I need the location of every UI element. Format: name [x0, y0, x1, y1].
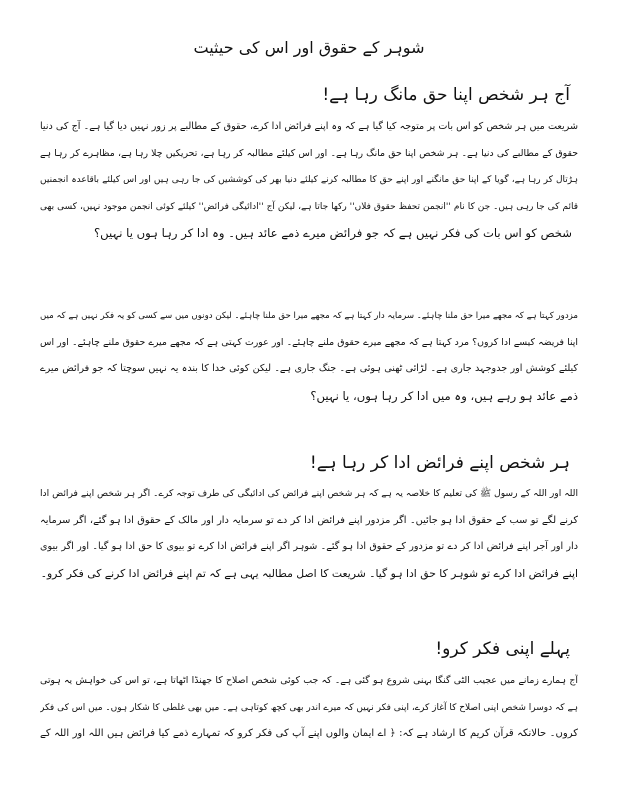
text-line: ذمے عائد ہو رہے ہیں، وہ میں ادا کر رہا ہوں، یا نہیں؟	[310, 388, 578, 403]
text-line: حقوق کے مطالبے کی دنیا ہے۔ ہر شخص اپنا حق مانگ رہا ہے۔ اور اس کیلئے مطالبہ کر رہا ہے، تحریکیں چلا رہا ہے، مظاہرے کر رہا ہے	[40, 147, 578, 159]
text-line: شریعت میں ہر شخص کو اس بات پر متوجہ کیا گیا ہے کہ وہ اپنے فرائض ادا کرے، حقوق کے مطالبے پر زور نہیں دیا گیا ہے۔ آج کی دنیا	[40, 121, 578, 132]
paragraph	[40, 481, 578, 587]
text-line: اللہ اور اللہ کے رسول ﷺ کی تعلیم کا خلاصہ یہ ہے کہ ہر شخص اپنے فرائض کی ادائیگی کی طرف توجہ کرے۔ اگر ہر شخص اپنے فرائض ادا	[40, 488, 578, 499]
section-heading-everyone-demands-rights: آج ہر شخص اپنا حق مانگ رہا ہے!	[322, 85, 570, 105]
text-line: ہے کہ دوسرا شخص اپنی اصلاح کا آغاز کرے، اپنی فکر نہیں کہ میرے اندر بھی کچھ کوتاہی ہے۔ میں بھی غلطی کا شکار ہوں۔ میں اس کی فکر	[40, 702, 578, 713]
text-line: کروں۔ حالانکہ قرآن کریم کا ارشاد ہے کہ: ﴿ اے ایمان والوں اپنے آپ کی فکر کرو کہ تمہارے ذمے کیا فرائض ہیں اللہ اور اللہ کے	[40, 728, 578, 739]
paragraph	[40, 668, 578, 748]
text-line: مزدور کہتا ہے کہ مجھے میرا حق ملنا چاہئے۔ سرمایہ دار کہتا ہے کہ مجھے میرا حق ملنا چاہئے۔ لیکن دونوں میں سے کسی کو یہ فکر نہیں ہے کہ میں	[40, 311, 578, 321]
text-line: اپنا فریضہ کیسے ادا کروں؟ مرد کہتا ہے کہ مجھے میرے حقوق ملنے چاہئے۔ اور عورت کہتی ہے کہ مجھے میرے حقوق ملنے چاہئے۔ اور اس	[40, 336, 578, 348]
paragraph	[40, 114, 578, 247]
text-line: کیلئے کوشش اور جدوجہد جاری ہے۔ لڑائی ٹھنی ہوئی ہے۔ جنگ جاری ہے۔ لیکن کوئی خدا کا بندہ یہ نہیں سوچتا کہ جو فرائض میرے	[40, 363, 578, 374]
text-line: اپنے فرائض ادا کرے تو شوہر کا حق ادا ہو گیا۔ شریعت کا اصل مطالبہ یہی ہے کہ تم اپنے فرائض ادا کرنے کی فکر کرو۔	[40, 566, 578, 580]
section-heading-everyone-fulfills-duties: ہر شخص اپنے فرائض ادا کر رہا ہے!	[309, 453, 570, 473]
page-title: شوہر کے حقوق اور اس کی حیثیت	[193, 38, 425, 57]
text-line: شخص کو اس بات کی فکر نہیں ہے کہ جو فرائض میرے ذمے عائد ہیں۔ وہ ادا کر رہا ہوں یا نہیں؟	[94, 226, 572, 240]
text-line: ہڑتال کر رہا ہے، گویا کے اپنا حق مانگنے اور اپنے حق کا مطالبہ کرنے کیلئے دنیا بھر کی کوششیں کی جا رہی ہیں اور اس کیلئے باقاعدہ انجمنیں	[40, 175, 578, 185]
paragraph	[40, 303, 578, 409]
text-line: قائم کی جا رہی ہیں۔ جن کا نام ''انجمن تحفظ حقوق فلاں'' رکھا جاتا ہے، لیکن آج ''ادائیگی فرائض'' کیلئے کوئی انجمن موجود نہیں، کسی بھی	[40, 201, 578, 212]
text-line: آج ہمارے زمانے میں عجیب الٹی گنگا بہنی شروع ہو گئی ہے۔ کہ جب کوئی شخص اصلاح کا جھنڈا اٹھاتا ہے، تو اس کی خواہش یہ ہوتی	[40, 675, 578, 686]
section-heading-worry-about-yourself-first: پہلے اپنی فکر کرو!	[435, 639, 570, 659]
text-line: دار اور آجر اپنے فرائض ادا کر دے تو مزدور کے حقوق ادا ہو گئے۔ شوہر اگر اپنے فرائض ادا کرے تو بیوی کا حق ادا ہو گیا۔ اور اگر بیوی	[40, 541, 578, 552]
text-line: کرنے لگے تو سب کے حقوق ادا ہو جائیں۔ اگر مزدور اپنے فرائض ادا کر دے تو سرمایہ دار اور مالک کے حقوق ادا ہو گئے، اگر سرمایہ	[40, 514, 578, 526]
